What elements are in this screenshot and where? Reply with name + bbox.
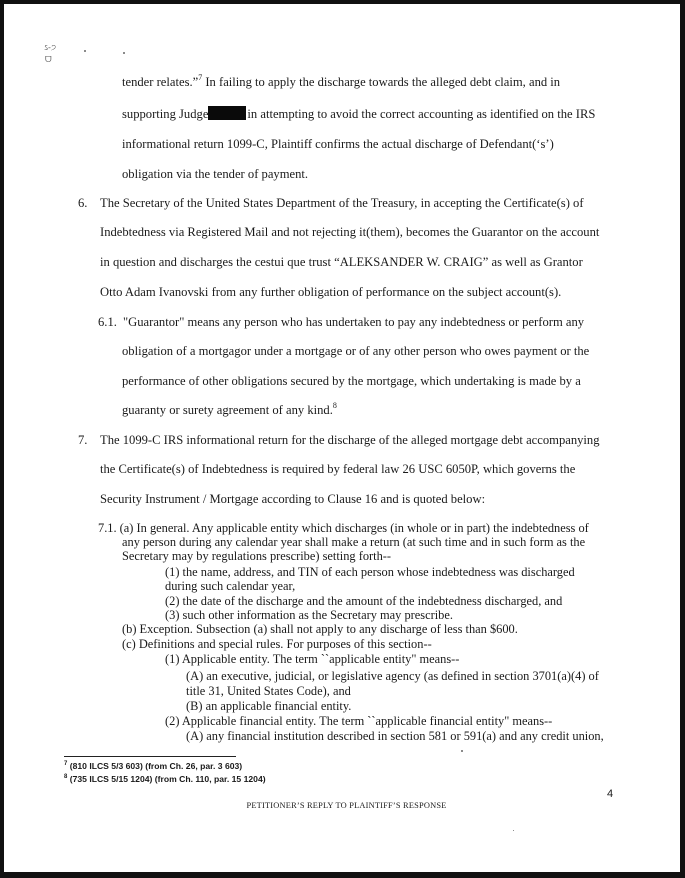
paragraph-number: 7.: [78, 433, 88, 447]
speck: [84, 50, 86, 52]
text-line: informational return 1099-C, Plaintiff confirms the actual discharge of Defendant(‘s’): [122, 137, 554, 151]
footnote: $^7$ (810 ILCS 5/3 603) (from Ch. 26, par. 3 603): [64, 761, 243, 771]
text-line: in question and discharges the cestui que trust “ALEKSANDER W. CRAIG” as well as Grantor: [100, 255, 583, 269]
quote-line: Secretary may by regulations prescribe) setting forth--: [122, 549, 392, 563]
quote-line: (B) an applicable financial entity.: [186, 699, 352, 713]
footnote-ref-8: 8: [332, 401, 337, 410]
text-line: guaranty or surety agreement of any kind.$^8$: [122, 401, 337, 417]
quote-line: (2) the date of the discharge and the amount of the indebtedness discharged, and: [165, 594, 563, 608]
quote-line: (A) an executive, judicial, or legislative agency (as defined in section 3701(a)(4) of: [186, 669, 599, 683]
text-line: obligation of a mortgagor under a mortgage or of any other person who owes payment or the: [122, 344, 590, 358]
paragraph-number: 6.1.: [98, 315, 117, 329]
text-line: supporting Judge in attempting to avoid the correct accounting as identified on the IRS: [122, 107, 596, 121]
speck: [461, 750, 463, 752]
text-line: performance of other obligations secured by the mortgage, which undertaking is made by a: [122, 374, 581, 388]
text-line: the Certificate(s) of Indebtedness is required by federal law 26 USC 6050P, which governs the: [100, 462, 576, 476]
paragraph-number: 6.: [78, 196, 88, 210]
text-line: Security Instrument / Mortgage according to Clause 16 and is quoted below:: [100, 492, 486, 506]
quote-line: title 31, United States Code), and: [186, 684, 351, 698]
text-line: Otto Adam Ivanovski from any further obligation of performance on the subject account(s).: [100, 285, 562, 299]
text-line: obligation via the tender of payment.: [122, 167, 309, 181]
quote-line: (1) the name, address, and TIN of each person whose indebtedness was discharged: [165, 565, 575, 579]
text-line: "Guarantor" means any person who has undertaken to pay any indebtedness or perform any: [123, 315, 585, 329]
corner-mark-top: ઽ-੭: [44, 43, 57, 52]
quote-line: (A) any financial institution described in section 581 or 591(a) and any credit union,: [186, 729, 604, 743]
quote-line: (1) Applicable entity. The term ``applicable entity" means--: [165, 652, 460, 666]
footnote: $^8$ (735 ILCS 5/15 1204) (from Ch. 110, par. 15 1204): [64, 774, 266, 784]
quote-line: (3) such other information as the Secretary may prescribe.: [165, 608, 453, 622]
text-line: Indebtedness via Registered Mail and not rejecting it(them), becomes the Guarantor on the account: [100, 225, 600, 239]
quote-line: (b) Exception. Subsection (a) shall not apply to any discharge of less than $600.: [122, 622, 518, 636]
quote-line: (2) Applicable financial entity. The term ``applicable financial entity" means--: [165, 714, 553, 728]
speck: [123, 52, 125, 54]
quote-line: any person during any calendar year shall make a return (at such time and in such form as the: [122, 535, 586, 549]
quote-line: (c) Definitions and special rules. For purposes of this section--: [122, 637, 432, 651]
quote-line: 7.1. (a) In general. Any applicable entity which discharges (in whole or in part) the indebtedness of: [98, 521, 589, 535]
quote-line: during such calendar year,: [165, 579, 296, 593]
footnote-ref-7: 7: [198, 73, 203, 82]
page-footer: PETITIONER’S REPLY TO PLAINTIFF’S RESPONSE: [246, 801, 447, 810]
text-line: The 1099-C IRS informational return for the discharge of the alleged mortgage debt accompanying: [100, 433, 600, 447]
corner-mark-bottom: ᗜ: [45, 55, 52, 64]
text-line: tender relates.”$^7$ In failing to apply the discharge towards the alleged debt claim, and in: [122, 73, 561, 89]
page-number: 4: [607, 788, 614, 800]
text-line: The Secretary of the United States Department of the Treasury, in accepting the Certificate(s) of: [100, 196, 584, 210]
redaction-bar: [208, 106, 246, 120]
footnote-separator: [64, 756, 236, 757]
speck: [513, 830, 514, 831]
